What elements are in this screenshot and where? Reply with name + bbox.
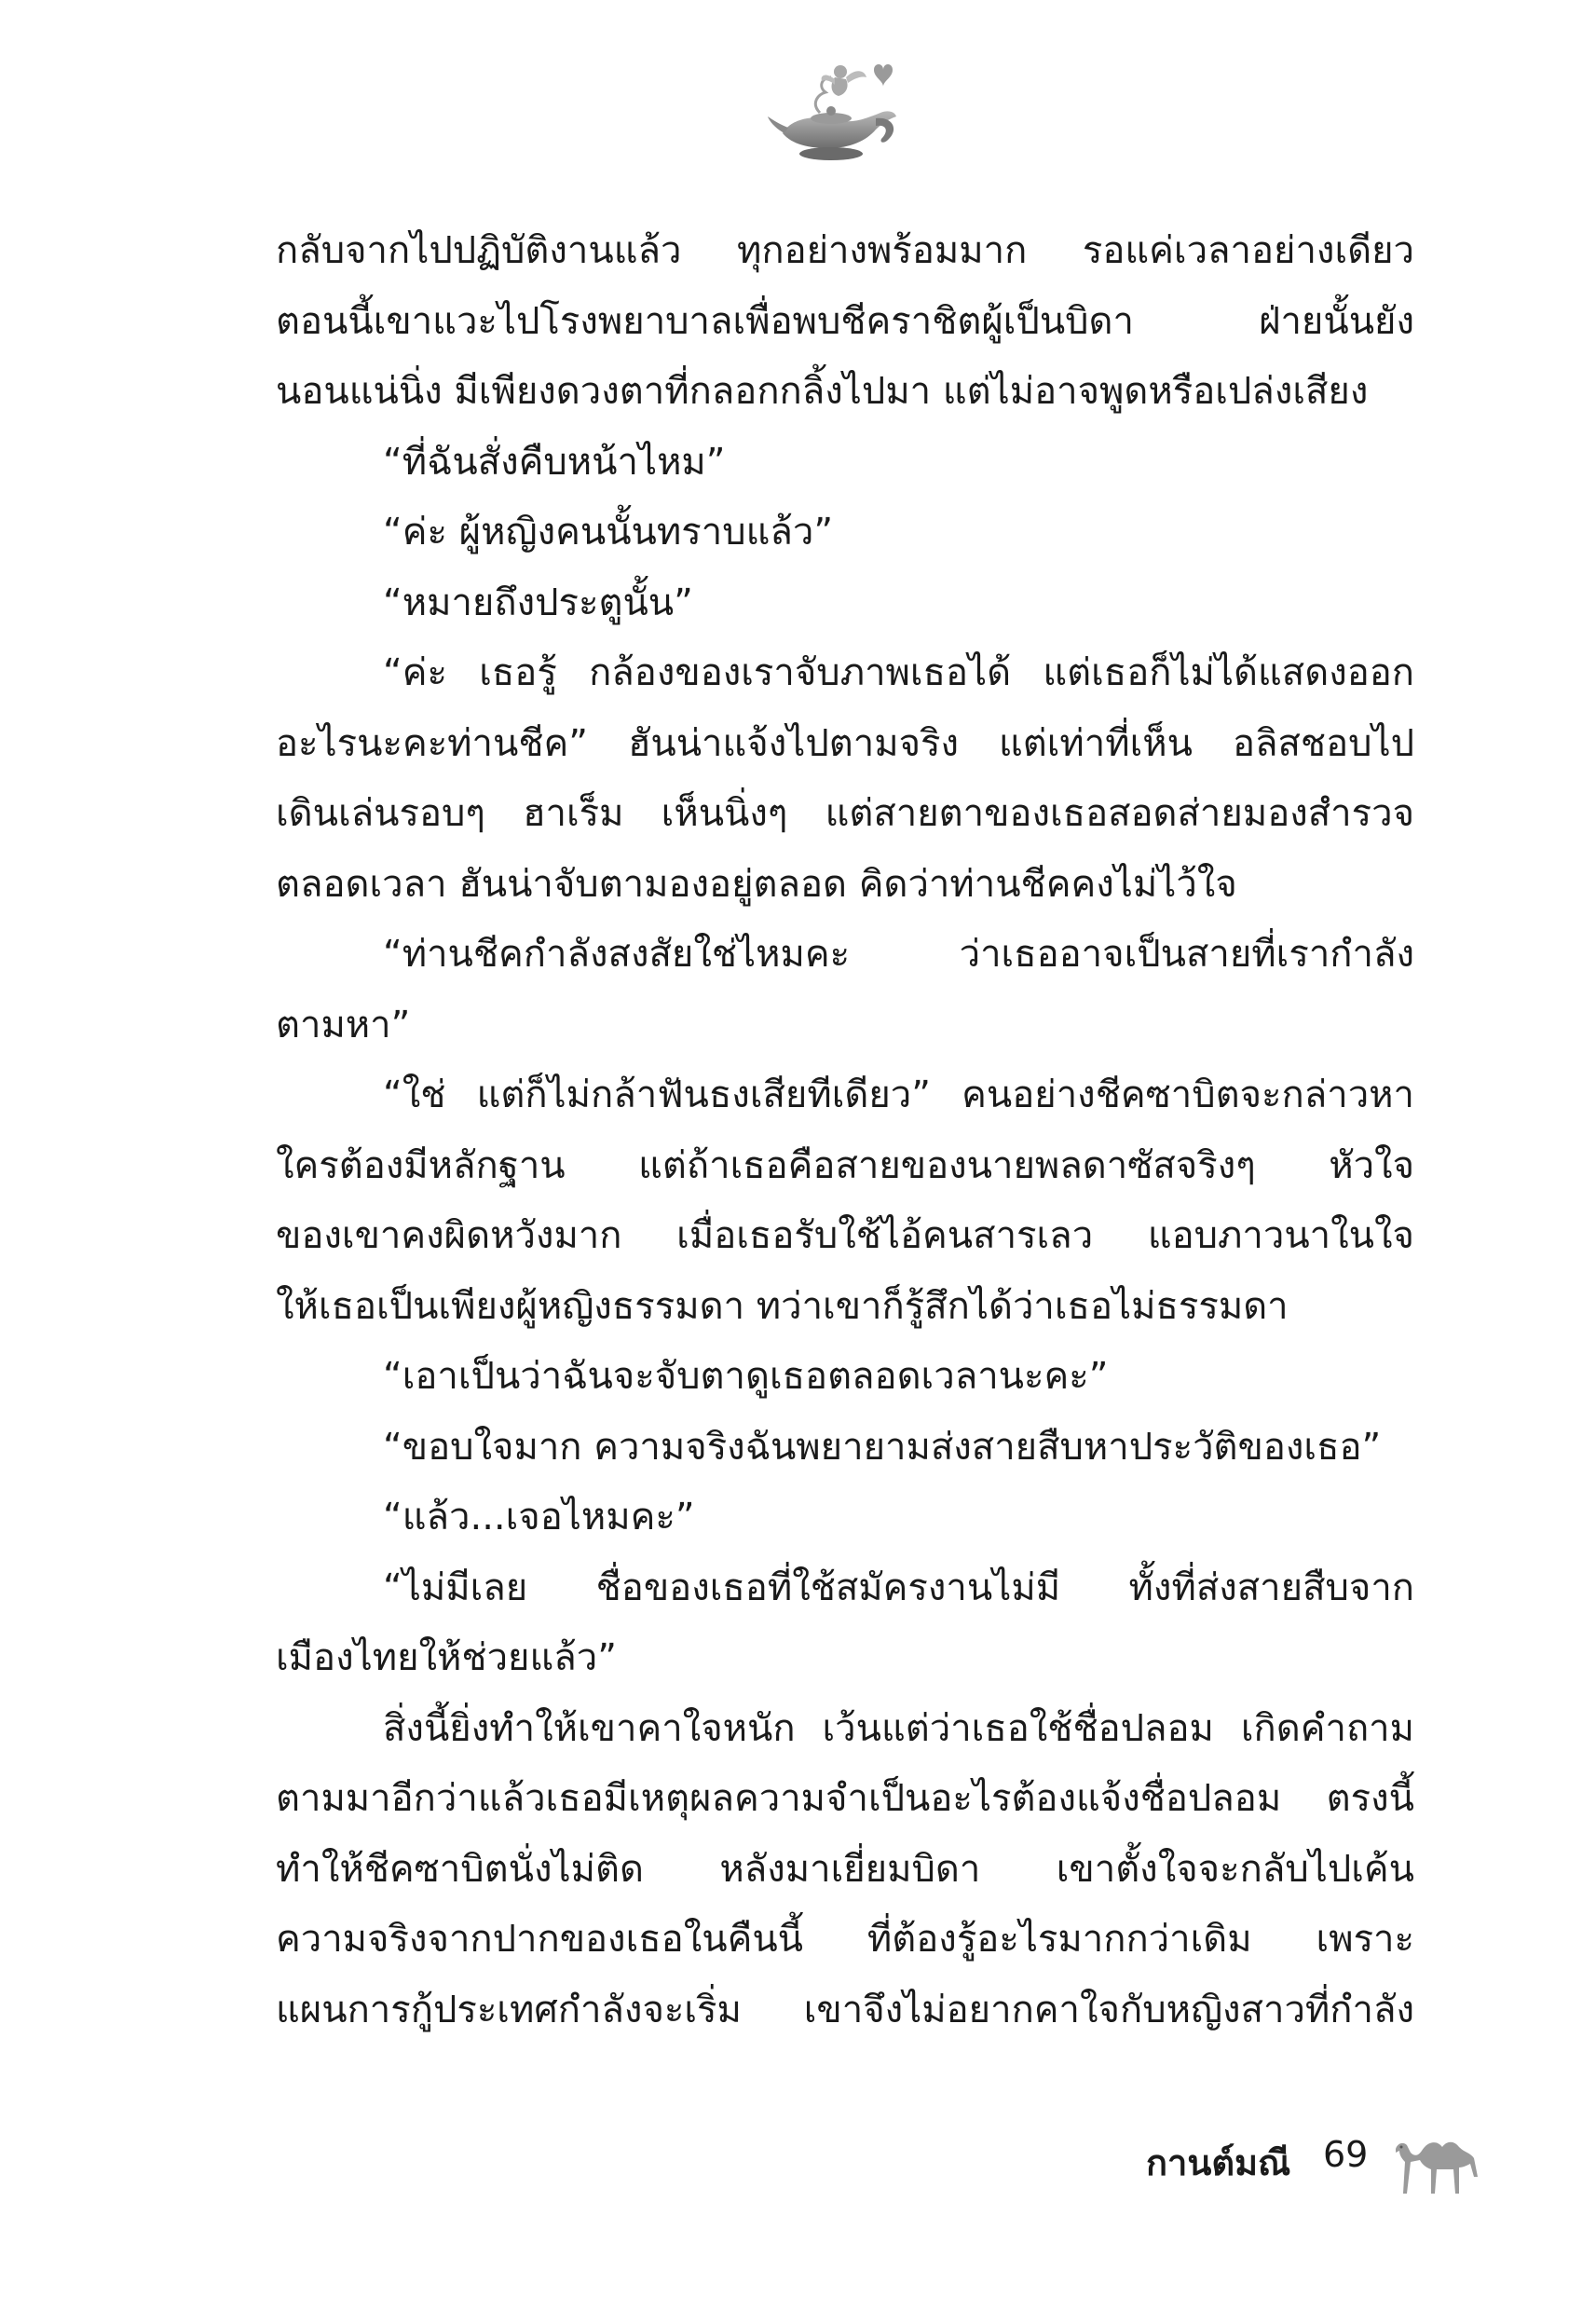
- body-text: [276, 216, 1414, 2045]
- body-line: “ใช่ แต่ก็ไม่กล้าฟันธงเสียทีเดียว” คนอย่างชีคซาบิตจะกล่าวหา: [383, 1073, 1414, 1116]
- body-line: เดินเล่นรอบๆ ฮาเร็ม เห็นนิ่งๆ แต่สายตาของเธอสอดส่ายมองสำรวจ: [276, 792, 1414, 835]
- body-line: ตลอดเวลา ฮันน่าจับตามองอยู่ตลอด คิดว่าท่านชีคคงไม่ไว้ใจ: [276, 862, 1237, 906]
- page-footer: [1146, 2125, 1519, 2208]
- body-line: “หมายถึงประตูนั้น”: [383, 581, 693, 624]
- body-line: ใครต้องมีหลักฐาน แต่ถ้าเธอคือสายของนายพลดาซัสจริงๆ หัวใจ: [276, 1143, 1414, 1187]
- body-line: สิ่งนี้ยิ่งทำให้เขาคาใจหนัก เว้นแต่ว่าเธอใช้ชื่อปลอม เกิดคำถาม: [383, 1706, 1414, 1750]
- body-line: ของเขาคงผิดหวังมาก เมื่อเธอรับใช้ไอ้คนสารเลว แอบภาวนาในใจ: [276, 1214, 1414, 1257]
- body-line: นอนแน่นิ่ง มีเพียงดวงตาที่กลอกกลิ้งไปมา แต่ไม่อาจพูดหรือเปล่งเสียง: [276, 370, 1369, 413]
- body-line: “ไม่มีเลย ชื่อของเธอที่ใช้สมัครงานไม่มี ทั้งที่ส่งสายสืบจาก: [383, 1566, 1414, 1609]
- body-line: “ที่ฉันสั่งคืบหน้าไหม”: [383, 440, 726, 484]
- camel-icon: [1388, 2125, 1491, 2199]
- page-number: 69: [1323, 2134, 1369, 2175]
- body-line: ความจริงจากปากของเธอในคืนนี้ ที่ต้องรู้อะไรมากกว่าเดิม เพราะ: [276, 1918, 1414, 1961]
- body-line: ให้เธอเป็นเพียงผู้หญิงธรรมดา ทว่าเขาก็รู้สึกได้ว่าเธอไม่ธรรมดา: [276, 1284, 1289, 1328]
- body-line: “แล้ว...เจอไหมคะ”: [383, 1496, 695, 1538]
- body-line: “ค่ะ เธอรู้ กล้องของเราจับภาพเธอได้ แต่เธอก็ไม่ได้แสดงออก: [383, 651, 1414, 694]
- body-line: “เอาเป็นว่าฉันจะจับตาดูเธอตลอดเวลานะคะ”: [383, 1355, 1109, 1398]
- body-line: “ท่านชีคกำลังสงสัยใช่ไหมคะ ว่าเธออาจเป็นสายที่เรากำลัง: [383, 933, 1414, 976]
- body-line: อะไรนะคะท่านชีค” ฮันน่าแจ้งไปตามจริง แต่เท่าที่เห็น อลิสชอบไป: [276, 721, 1414, 765]
- body-line: เมืองไทยให้ช่วยแล้ว”: [276, 1636, 617, 1679]
- body-line: “ค่ะ ผู้หญิงคนนั้นทราบแล้ว”: [383, 511, 834, 554]
- body-line: ตามมาอีกว่าแล้วเธอมีเหตุผลความจำเป็นอะไรต้องแจ้งชื่อปลอม ตรงนี้: [276, 1777, 1414, 1820]
- author-name: กานต์มณี: [1146, 2142, 1291, 2183]
- genie-lamp-icon: [764, 51, 904, 172]
- body-line: กลับจากไปปฏิบัติงานแล้ว ทุกอย่างพร้อมมาก รอแค่เวลาอย่างเดียว: [276, 229, 1414, 272]
- body-line: “ขอบใจมาก ความจริงฉันพยายามส่งสายสืบหาประวัติของเธอ”: [383, 1425, 1382, 1469]
- body-line: ทำให้ชีคซาบิตนั่งไม่ติด หลังมาเยี่ยมบิดา เขาตั้งใจจะกลับไปเค้น: [276, 1847, 1414, 1891]
- body-line: แผนการกู้ประเทศกำลังจะเริ่ม เขาจึงไม่อยากคาใจกับหญิงสาวที่กำลัง: [276, 1988, 1414, 2031]
- body-line: ตอนนี้เขาแวะไปโรงพยาบาลเพื่อพบชีคราชิตผู้เป็นบิดา ฝ่ายนั้นยัง: [276, 299, 1414, 343]
- body-line: ตามหา”: [276, 1003, 411, 1046]
